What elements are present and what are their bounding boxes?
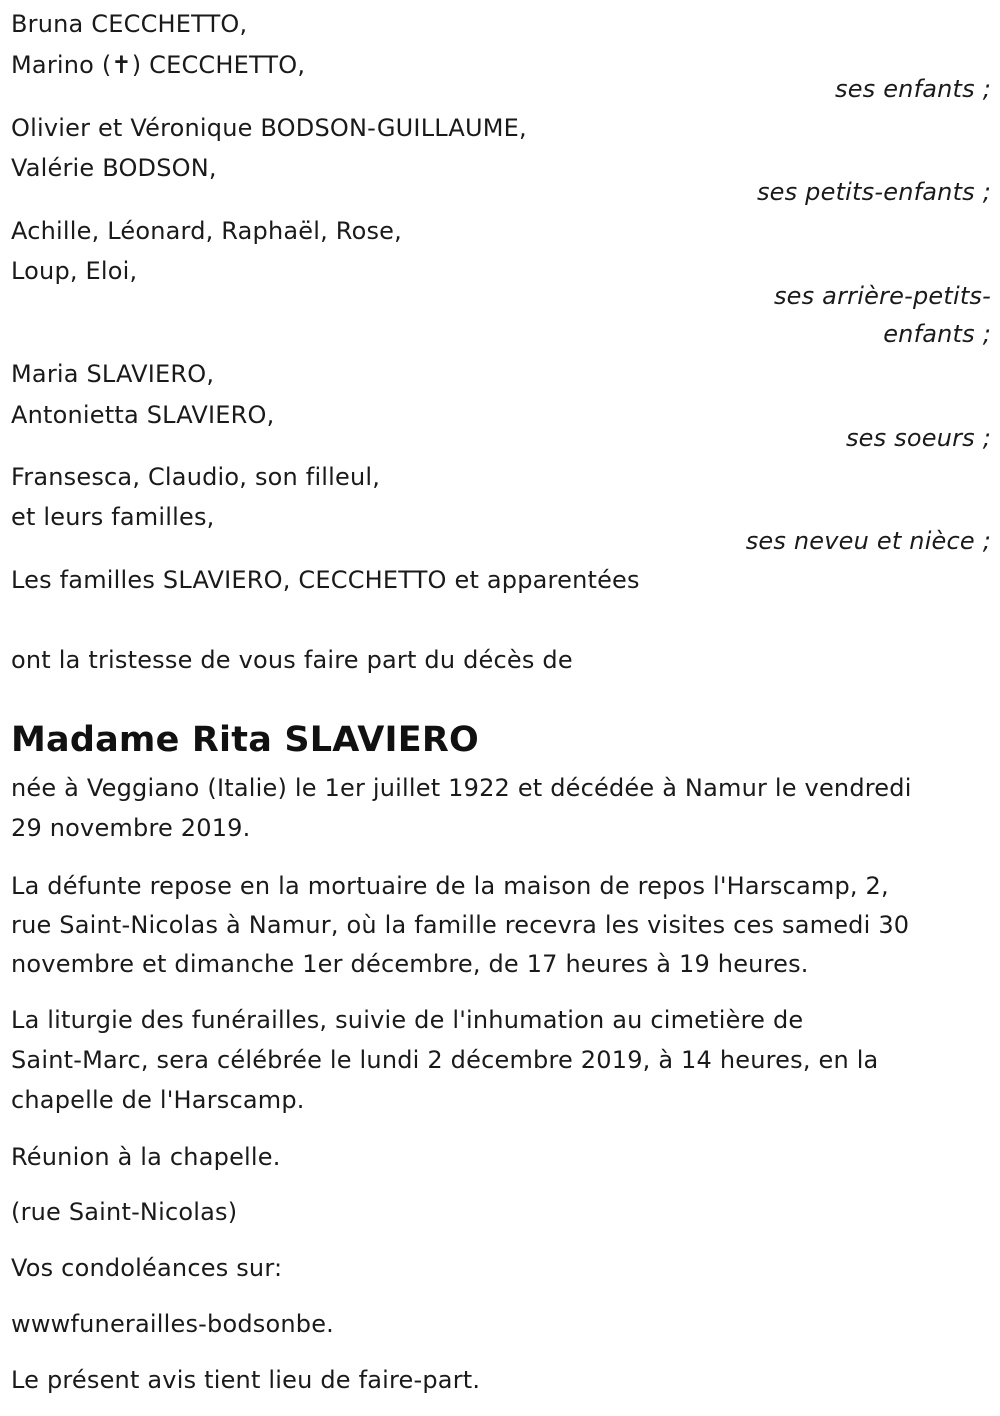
sister-name: Maria SLAVIERO,	[11, 360, 215, 388]
address-info: (rue Saint-Nicolas)	[11, 1198, 238, 1226]
wake-info: La défunte repose en la mortuaire de la maison de repos l'Harscamp, 2,	[11, 872, 889, 900]
nephew-niece-families: et leurs familles,	[11, 503, 215, 531]
meeting-info: Réunion à la chapelle.	[11, 1143, 281, 1171]
relation-great-grandchildren: ses arrière-petits-	[773, 282, 991, 310]
closing-note: Le présent avis tient lieu de faire-part.	[11, 1366, 481, 1394]
relation-grandchildren: ses petits-enfants ;	[756, 178, 991, 206]
wake-info: rue Saint-Nicolas à Namur, où la famille recevra les visites ces samedi 30	[11, 911, 910, 939]
grandchild-name: Valérie BODSON,	[11, 154, 217, 182]
sister-name: Antonietta SLAVIERO,	[11, 401, 275, 429]
condolences-label: Vos condoléances sur:	[11, 1254, 283, 1282]
relation-children: ses enfants ;	[835, 75, 991, 103]
birth-death-info-cont: 29 novembre 2019.	[11, 814, 251, 842]
funeral-info: Saint-Marc, sera célébrée le lundi 2 décembre 2019, à 14 heures, en la	[11, 1046, 879, 1074]
relation-nephew-niece: ses neveu et nièce ;	[745, 527, 991, 555]
announcement-text: ont la tristesse de vous faire part du décès de	[11, 646, 573, 674]
great-grandchild-names: Achille, Léonard, Raphaël, Rose,	[11, 217, 402, 245]
funeral-info: chapelle de l'Harscamp.	[11, 1086, 305, 1114]
great-grandchild-names: Loup, Eloi,	[11, 257, 138, 285]
extended-families: Les familles SLAVIERO, CECCHETTO et apparentées	[11, 566, 640, 594]
wake-info: novembre et dimanche 1er décembre, de 17 heures à 19 heures.	[11, 950, 809, 978]
child-name: Bruna CECCHETTO,	[11, 10, 248, 38]
grandchild-name: Olivier et Véronique BODSON-GUILLAUME,	[11, 114, 527, 142]
relation-great-grandchildren-cont: enfants ;	[883, 320, 991, 348]
child-name: Marino (✝) CECCHETTO,	[11, 51, 306, 79]
relation-sisters: ses soeurs ;	[845, 424, 991, 452]
condolences-website: wwwfunerailles-bodsonbe.	[11, 1310, 335, 1338]
birth-death-info: née à Veggiano (Italie) le 1er juillet 1922 et décédée à Namur le vendredi	[11, 774, 912, 802]
nephew-niece-names: Fransesca, Claudio, son filleul,	[11, 463, 381, 491]
funeral-info: La liturgie des funérailles, suivie de l'inhumation au cimetière de	[11, 1006, 804, 1034]
deceased-name: Madame Rita SLAVIERO	[11, 720, 479, 760]
